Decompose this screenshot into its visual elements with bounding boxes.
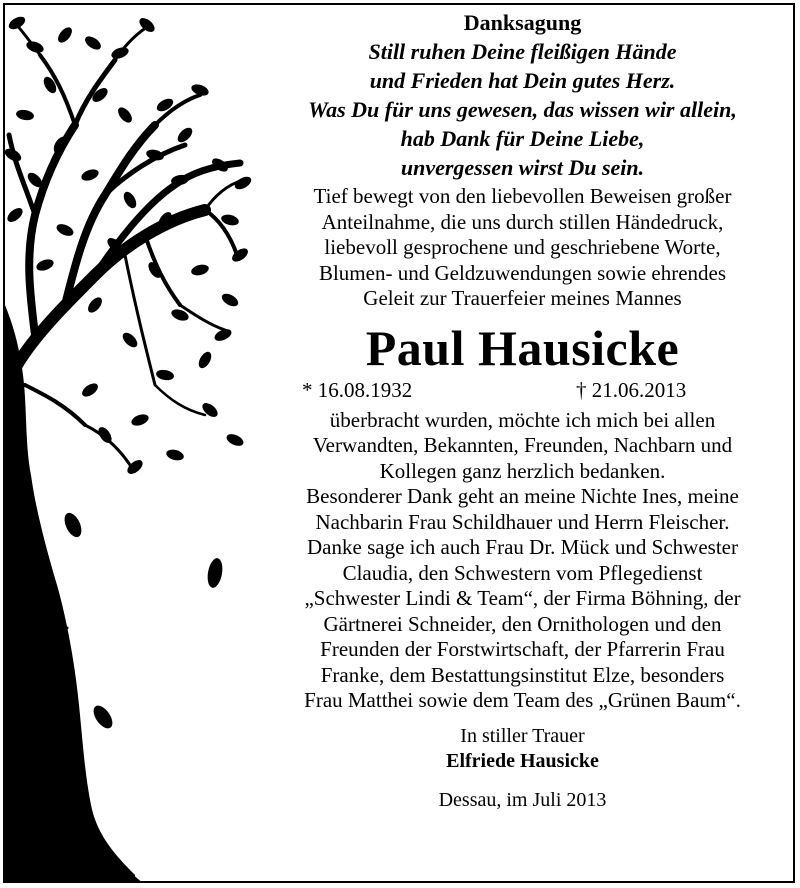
poem-line: Still ruhen Deine fleißigen Hände xyxy=(368,39,677,64)
thanks-line: Danke sage ich auch Frau Dr. Mück und Schwester xyxy=(307,535,738,559)
intro-line: Geleit zur Trauerfeier meines Mannes xyxy=(363,286,682,310)
death-date: † 21.06.2013 xyxy=(576,377,687,402)
intro-paragraph xyxy=(250,184,795,312)
poem-line: Was Du für uns gewesen, das wissen wir allein, xyxy=(308,97,737,122)
poem-line: hab Dank für Deine Liebe, xyxy=(400,126,645,151)
thanks-line: Claudia, den Schwestern vom Pflegedienst xyxy=(342,560,703,585)
thanks-line: Nachbarin Frau Schildhauer und Herrn Fleischer. xyxy=(315,509,730,534)
poem-line: unvergessen wirst Du sein. xyxy=(400,155,645,180)
obituary-frame xyxy=(3,3,795,883)
thanks-line: Kollegen ganz herzlich bedanken. xyxy=(379,458,666,483)
tree-silhouette-icon xyxy=(5,5,265,883)
place-date: Dessau, im Juli 2013 xyxy=(438,788,607,811)
thanks-line: Frau Matthei sowie dem Team des „Grünen Baum“. xyxy=(304,688,741,712)
signatory: Elfriede Hausicke xyxy=(446,749,599,772)
poem-line: und Frieden hat Dein gutes Herz. xyxy=(369,68,676,93)
thanks-line: „Schwester Lindi & Team“, der Firma Böhning, der xyxy=(304,586,741,610)
intro-line: Blumen- und Geldzuwendungen sowie ehrendes xyxy=(318,260,727,285)
heading: Danksagung xyxy=(463,10,582,35)
intro-line: Tief bewegt von den liebevollen Beweisen großer xyxy=(313,184,732,208)
thanks-paragraph xyxy=(250,408,795,714)
thanks-line: Franke, dem Bestattungsinstitut Elze, besonders xyxy=(320,662,725,687)
notice-text xyxy=(250,9,795,813)
thanks-line: Freunden der Forstwirtschaft, der Pfarrerin Frau xyxy=(320,637,725,661)
thanks-line: überbracht wurden, möchte ich mich bei allen xyxy=(329,407,716,432)
deceased-name: Paul Hausicke xyxy=(365,319,680,376)
intro-line: liebevoll gesprochene und geschriebene Worte, xyxy=(324,235,721,259)
poem xyxy=(250,37,795,182)
intro-line: Anteilnahme, die uns durch stillen Händedruck, xyxy=(321,209,724,234)
thanks-line: Verwandten, Bekannten, Freunden, Nachbarn und xyxy=(312,433,733,457)
thanks-line: Besonderer Dank geht an meine Nichte Ines, meine xyxy=(306,484,739,508)
life-dates xyxy=(250,376,795,404)
closing-phrase: In stiller Trauer xyxy=(460,724,585,747)
thanks-line: Gärtnerei Schneider, den Ornithologen und den xyxy=(323,611,722,636)
birth-date: * 16.08.1932 xyxy=(302,377,413,402)
